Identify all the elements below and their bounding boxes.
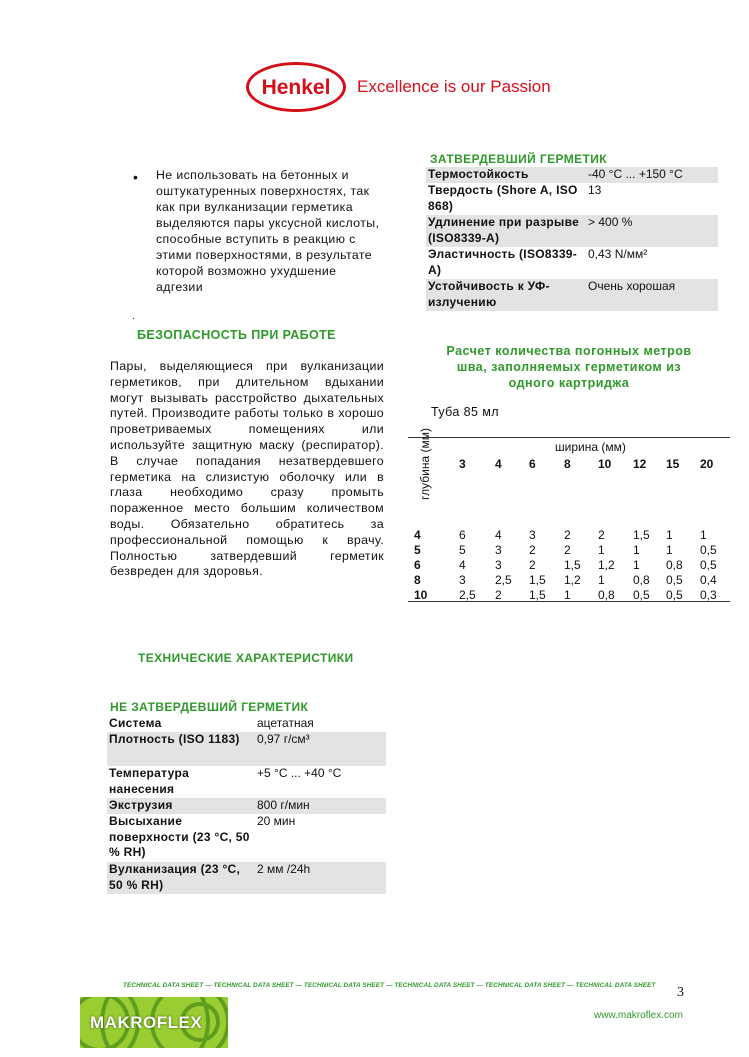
property-value: +5 °C ... +40 °C [257,766,342,780]
depth-header: глубина (мм) [418,428,432,500]
property-label: Эластичность (ISO8339-A) [428,247,578,277]
table-cell: 1 [564,588,571,602]
table-cell: 6 [459,528,466,542]
width-col-header: 12 [633,457,647,471]
table-cell: 0,5 [700,543,717,557]
width-col-header: 20 [700,457,714,471]
table-cell: 0,8 [598,588,615,602]
table-cell: 0,8 [666,558,683,572]
table-cell: 2 [564,543,571,557]
property-value: 800 г/мин [255,798,386,814]
table-cell: 1,5 [633,528,650,542]
footer-strip: TECHNICAL DATA SHEET — TECHNICAL DATA SHEET — TECHNICAL DATA SHEET — TECHNICAL DATA SHEET — TECHNICAL DATA SHEET — TECHNICAL DATA SHEET [123,982,656,989]
table-row [107,862,386,894]
table-row [426,247,718,279]
website-link[interactable]: www.makroflex.com [594,1010,683,1021]
table-cell: 0,4 [700,573,717,587]
table-cell: 1 [598,573,605,587]
table-cell: 2,5 [459,588,476,602]
table-cell: 3 [529,528,536,542]
depth-row-header: 5 [414,543,421,557]
property-value: 2 мм /24h [255,862,386,894]
table-cell: 5 [459,543,466,557]
uncured-title: НЕ ЗАТВЕРДЕВШИЙ ГЕРМЕТИК [110,700,309,714]
property-label: Вулканизация (23 °C, 50 % RH) [107,862,255,894]
table-cell: 2 [564,528,571,542]
dot-mark: . [132,311,135,322]
property-label: Термостойкость [426,167,586,183]
table-row [426,215,718,247]
property-label: Температура нанесения [109,766,190,796]
table-cell: 3 [495,543,502,557]
table-cell: 1 [633,543,640,557]
table-row [107,732,386,766]
uncured-table [107,716,386,894]
table-cell: 0,3 [700,588,717,602]
width-col-header: 4 [495,457,502,471]
table-cell: 2 [529,543,536,557]
table-cell: 2,5 [495,573,512,587]
tube-label: Туба 85 мл [431,405,499,419]
makroflex-brand: MAKROFLEX [90,1013,203,1032]
henkel-logo-text: Henkel [261,76,331,99]
property-value: > 400 % [586,215,718,247]
width-col-header: 10 [598,457,612,471]
property-value: 0,97 г/см³ [255,732,386,766]
width-col-header: 3 [459,457,466,471]
width-col-header: 6 [529,457,536,471]
table-cell: 0,5 [666,588,683,602]
depth-row-header: 6 [414,558,421,572]
width-col-header: 8 [564,457,571,471]
table-row [426,167,718,183]
property-value: -40 °C ... +150 °C [586,167,718,183]
property-label: Устойчивость к УФ-излучению [426,279,586,311]
property-value: ацетатная [257,716,314,730]
property-value: 20 мин [257,814,296,828]
henkel-logo [246,62,346,112]
table-cell: 3 [459,573,466,587]
table-cell: 2 [598,528,605,542]
divider [408,437,730,438]
table-row [107,814,386,862]
property-value: 13 [588,183,602,197]
bullet-text: Не использовать на бетонных и оштукатуренных поверхностях, так как при вулканизации герметика выделяются пары уксусной кислоты, способные вступить в реакцию с этими поверхностями, в результате которой возможно ухудшение адгезии [156,168,380,294]
table-cell: 1,2 [598,558,615,572]
cured-table [426,167,718,311]
table-cell: 3 [495,558,502,572]
safety-title: БЕЗОПАСНОСТЬ ПРИ РАБОТЕ [137,328,336,342]
table-cell: 4 [495,528,502,542]
table-cell: 2 [495,588,502,602]
page-number: 3 [677,985,684,1000]
table-cell: 1,5 [529,573,546,587]
property-label: Экструзия [107,798,255,814]
table-row [107,716,386,732]
table-cell: 1 [700,528,707,542]
table-cell: 4 [459,558,466,572]
width-header: ширина (мм) [555,440,626,454]
tech-title: ТЕХНИЧЕСКИЕ ХАРАКТЕРИСТИКИ [138,651,354,665]
table-cell: 2 [529,558,536,572]
table-row [107,766,386,798]
width-col-header: 15 [666,457,680,471]
property-label: Удлинение при разрыве (ISO8339-A) [426,215,586,247]
table-cell: 1 [633,558,640,572]
table-cell: 1 [666,528,673,542]
property-value: Очень хорошая [586,279,718,311]
depth-row-header: 10 [414,588,428,602]
table-cell: 0,5 [666,573,683,587]
table-cell: 1 [598,543,605,557]
makroflex-logo [80,997,228,1048]
property-label: Плотность (ISO 1183) [107,732,255,766]
cured-title: ЗАТВЕРДЕВШИЙ ГЕРМЕТИК [430,152,608,166]
table-cell: 1,5 [529,588,546,602]
tagline: Excellence is our Passion [357,77,551,96]
property-label: Высыхание поверхности (23 °C, 50 % RH) [109,814,250,859]
table-cell: 1,2 [564,573,581,587]
property-label: Система [109,716,162,730]
depth-row-header: 4 [414,528,421,542]
calc-title: Расчет количества погонных метров шва, заполняемых герметиком из одного картриджа [446,344,692,390]
bullet-icon: • [133,169,138,185]
property-label: Твердость (Shore A, ISO 868) [428,183,578,213]
table-cell: 0,5 [633,588,650,602]
property-value: 0,43 N/мм² [588,247,648,261]
depth-row-header: 8 [414,573,421,587]
table-cell: 1 [666,543,673,557]
safety-text: Пары, выделяющиеся при вулканизации герметиков, при длительном вдыхании могут вызывать расстройство дыхательных путей. Производите работы только в хорошо проветриваемых помещениях или используйте защитную маску (респиратор). В случае попадания незатвердевшего герметика на слизистую оболочку или в глаза необходимо сразу промыть пораженное место большим количеством воды. Обязательно обратитесь за профессиональной помощью к врачу. Полностью затвердевший герметик безвреден для здоровья. [110,359,384,579]
table-row [426,183,718,215]
table-cell: 1,5 [564,558,581,572]
table-row [426,279,718,311]
table-cell: 0,8 [633,573,650,587]
table-cell: 0,5 [700,558,717,572]
table-row [107,798,386,814]
